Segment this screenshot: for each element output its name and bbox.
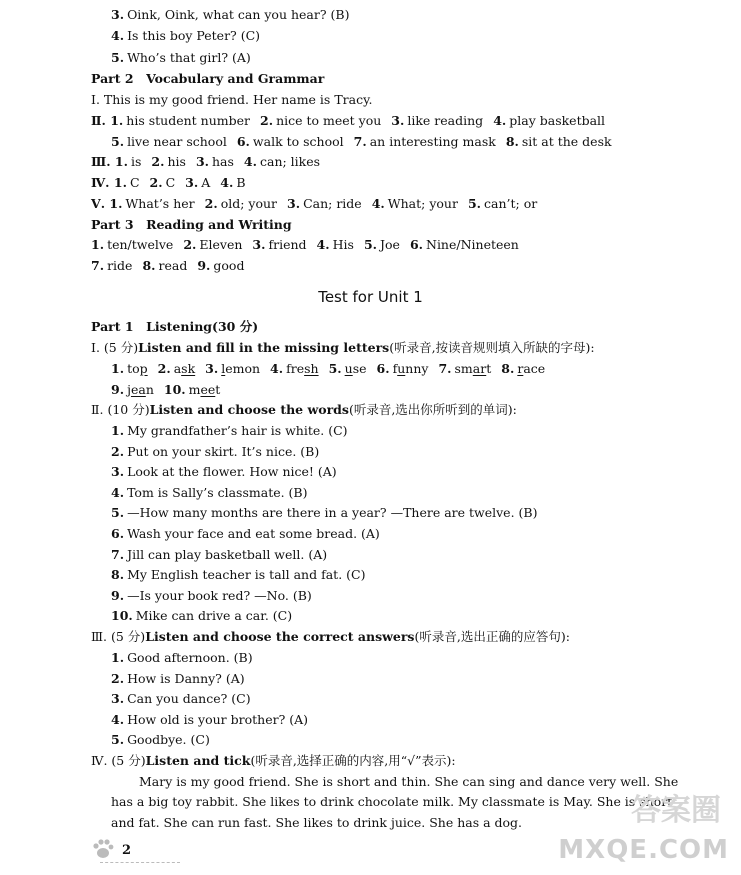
list-item (111, 505, 537, 521)
word-part: m (188, 382, 201, 397)
answer-item (91, 154, 141, 169)
fill-item (377, 361, 429, 376)
item-text: sit at the desk (521, 134, 612, 149)
word-part: t (486, 361, 492, 376)
item-text: My English teacher is tall and fat. (C) (127, 567, 366, 583)
item-number: 2. (204, 196, 218, 211)
item-number: 5. (111, 505, 125, 521)
answer-item (150, 175, 176, 190)
answer-row (111, 134, 622, 150)
word-part: n (145, 382, 154, 397)
answer-row (91, 175, 256, 191)
answer-item (237, 134, 344, 149)
item-number: 2. (149, 175, 163, 190)
item-number: 7. (438, 361, 452, 376)
item-number: 8. (505, 134, 519, 149)
answer-item (91, 113, 250, 128)
answer-item (287, 196, 362, 211)
item-text: like reading (407, 113, 484, 128)
answer-item (185, 175, 210, 190)
item-text: walk to school (252, 134, 344, 149)
list-item (111, 485, 308, 501)
list-item (111, 691, 251, 707)
word-part: f (392, 361, 398, 376)
item-text: his (167, 154, 186, 169)
answer-item (364, 237, 400, 252)
item-text: —How many months are there in a year? —There are twelve. (B) (127, 505, 538, 521)
item-number: 8. (142, 258, 156, 273)
item-text: ten/twelve (107, 237, 174, 252)
item-number: 1. (111, 361, 125, 376)
item-text: Tom is Sally’s classmate. (B) (127, 484, 308, 500)
list-item (111, 547, 327, 563)
page-title: Test for Unit 1 (318, 288, 423, 306)
fill-item (164, 382, 220, 397)
list-item (111, 526, 380, 542)
item-text: His (332, 237, 354, 252)
item-text: Can; ride (303, 196, 362, 211)
item-number: 5. (328, 361, 342, 376)
item-number: 4. (220, 175, 234, 190)
item-text: friend (268, 237, 307, 252)
item-text: play basketball (509, 113, 606, 128)
filled-letters: u (397, 361, 406, 376)
answer-item (410, 237, 519, 252)
answer-item (205, 196, 277, 211)
filled-letters: r (517, 361, 524, 376)
item-number: 7. (111, 546, 125, 562)
answer-item (91, 237, 173, 252)
item-text: Jill can play basketball well. (A) (127, 546, 328, 562)
item-text: Put on your skirt. It’s nice. (B) (127, 443, 320, 459)
item-number: 5. (111, 134, 125, 149)
item-text: —Is your book red? —No. (B) (127, 587, 312, 603)
item-text: can’t; or (484, 196, 538, 211)
filled-letters: sh (304, 361, 319, 376)
item-text: C (165, 175, 176, 190)
item-number: 4. (270, 361, 284, 376)
list-item (111, 444, 319, 460)
item-number: 4. (316, 237, 330, 252)
item-text: C (129, 175, 140, 190)
filled-letters: u (344, 361, 353, 376)
item-text: Mike can drive a car. (C) (135, 608, 293, 624)
part-heading: Part 2 Vocabulary and Grammar (91, 71, 325, 86)
item-text: can; likes (259, 154, 321, 169)
filled-letters: l (221, 361, 226, 376)
answer-item (391, 113, 483, 128)
item-number: 10. (163, 382, 186, 397)
fill-row (111, 361, 555, 377)
item-number: 2. (260, 113, 274, 128)
answer-item (91, 258, 132, 273)
fill-row (111, 382, 230, 398)
answer-item (252, 237, 306, 252)
item-number: 6. (409, 237, 423, 252)
watermark-text: MXQE.COM (558, 835, 729, 865)
item-number: 3. (195, 154, 209, 169)
item-text: Eleven (199, 237, 243, 252)
item-number: 3. (391, 113, 405, 128)
answer-item (372, 196, 458, 211)
word-part: to (127, 361, 140, 376)
answer-item (506, 134, 612, 149)
fill-item (111, 361, 148, 376)
item-number: 2. (183, 237, 197, 252)
answer-row (91, 113, 615, 129)
item-text: read (158, 258, 188, 273)
answer-item (468, 196, 537, 211)
section-instruction: Ⅳ. (5 分)Listen and tick(听录音,选择正确的内容,用“√”表示): (91, 753, 456, 768)
answer-item (91, 196, 195, 211)
fill-item (270, 361, 319, 376)
part-heading: Part 3 Reading and Writing (91, 217, 292, 232)
item-text: A (201, 175, 211, 190)
item-number: 7. (353, 134, 367, 149)
item-number: 2. (111, 670, 125, 686)
item-number: 5. (467, 196, 482, 211)
item-number: 8. (501, 361, 515, 376)
item-text: Nine/Nineteen (426, 237, 519, 252)
watermark-logo: 答案圈 (631, 793, 721, 828)
item-number: 4. (493, 113, 507, 128)
answer-item (197, 258, 244, 273)
item-number: 4. (371, 196, 385, 211)
item-text: good (213, 258, 245, 273)
item-text: What; your (387, 196, 458, 211)
answer-item (183, 237, 242, 252)
answer-item (317, 237, 354, 252)
part-heading: Part 1 Listening(30 分) (91, 319, 259, 334)
item-number: 3. (252, 237, 266, 252)
answer-row (91, 237, 529, 253)
footer-divider (100, 862, 180, 863)
word-part: sm (454, 361, 473, 376)
section-instruction: Ⅲ. (5 分)Listen and choose the correct answers(听录音,选出正确的应答句): (91, 629, 570, 644)
section-instruction: Ⅰ. (5 分)Listen and fill in the missing letters(听录音,按读音规则填入所缺的字母): (91, 340, 595, 355)
item-number: 1. (111, 650, 125, 665)
word-part: t (215, 382, 221, 397)
answer-item (196, 154, 234, 169)
item-number: 8. (111, 567, 125, 583)
list-item (111, 608, 292, 624)
list-item (111, 588, 312, 604)
item-number: 4. (111, 484, 125, 500)
item-number: Ⅲ. 1. (91, 154, 128, 169)
answer-row (91, 196, 547, 212)
answer-line: 5. Who’s that girl? (A) (111, 50, 251, 65)
item-text: How is Danny? (A) (127, 670, 245, 686)
item-number: 10. (111, 608, 133, 624)
word-part: fre (286, 361, 305, 376)
fill-item (501, 361, 545, 376)
passage-line: and fat. She can run fast. She likes to drink juice. She has a dog. (111, 815, 523, 830)
answer-line: Ⅰ. This is my good friend. Her name is Tracy. (91, 92, 373, 107)
word-part: nny (405, 361, 429, 376)
fill-item (111, 382, 154, 397)
word-part: emon (225, 361, 261, 376)
answer-item (260, 113, 381, 128)
list-item (111, 464, 337, 480)
list-item (111, 732, 210, 748)
list-item (111, 567, 365, 583)
item-text: Look at the flower. How nice! (A) (127, 464, 337, 480)
item-text: B (236, 175, 246, 190)
answer-line: 3. Oink, Oink, what can you hear? (B) (111, 7, 350, 22)
item-text: How old is your brother? (A) (127, 711, 309, 727)
answer-line: 4. Is this boy Peter? (C) (111, 28, 261, 43)
item-text: Goodbye. (C) (127, 732, 210, 748)
item-number: 1. (111, 423, 125, 438)
fill-item (438, 361, 491, 376)
filled-letters: sk (181, 361, 196, 376)
item-number: 5. (111, 732, 125, 748)
item-number: 2. (111, 443, 125, 459)
filled-letters: p (139, 361, 148, 376)
item-number: 9. (197, 258, 211, 273)
fill-item (329, 361, 367, 376)
answer-item (244, 154, 320, 169)
item-text: What’s her (125, 196, 195, 211)
item-number: 3. (205, 361, 219, 376)
item-text: an interesting mask (369, 134, 496, 149)
page-number: 2 (122, 843, 132, 858)
word-part: a (173, 361, 182, 376)
item-number: 2. (157, 361, 171, 376)
passage-line: has a big toy rabbit. She likes to drink chocolate milk. My classmate is May. She is short (111, 794, 673, 809)
fill-item (205, 361, 260, 376)
list-item (111, 712, 308, 728)
item-number: 9. (111, 587, 125, 603)
item-text: Good afternoon. (B) (127, 650, 253, 665)
word-part: se (352, 361, 367, 376)
item-number: 6. (111, 526, 125, 541)
filled-letters: ar (472, 361, 487, 376)
filled-letters: ee (200, 382, 216, 397)
list-item (111, 423, 348, 439)
item-text: My grandfather’s hair is white. (C) (127, 423, 348, 438)
item-text: ride (107, 258, 133, 273)
item-number: 3. (287, 196, 301, 211)
item-text: old; your (220, 196, 278, 211)
answer-item (91, 175, 140, 190)
section-instruction: Ⅱ. (10 分)Listen and choose the words(听录音,选出你所听到的单词): (91, 402, 517, 417)
answer-item (142, 258, 187, 273)
answer-row (91, 154, 330, 170)
list-item (111, 671, 245, 687)
item-number: 1. (91, 237, 105, 252)
item-text: nice to meet you (276, 113, 382, 128)
answer-item (354, 134, 496, 149)
item-text: Wash your face and eat some bread. (A) (127, 526, 380, 541)
paw-icon (92, 836, 114, 860)
item-number: Ⅳ. 1. (91, 175, 127, 190)
answer-item (493, 113, 605, 128)
answer-row (91, 258, 254, 274)
item-number: 3. (185, 175, 199, 190)
word-part: j (127, 382, 131, 397)
item-number: 3. (111, 691, 125, 707)
item-text: Joe (380, 237, 400, 252)
item-text: live near school (127, 134, 227, 149)
item-text: his student number (126, 113, 250, 128)
filled-letters: ea (130, 382, 146, 397)
word-part: ace (523, 361, 546, 376)
item-number: 4. (243, 154, 257, 169)
item-number: 6. (236, 134, 250, 149)
item-number: 3. (111, 464, 125, 480)
answer-item (220, 175, 245, 190)
list-item (111, 650, 253, 666)
item-number: Ⅴ. 1. (91, 196, 123, 211)
item-text: Can you dance? (C) (127, 691, 251, 707)
answer-item (111, 134, 227, 149)
fill-item (158, 361, 196, 376)
answer-item (151, 154, 186, 169)
passage-line: Mary is my good friend. She is short and thin. She can sing and dance very well. She (139, 774, 679, 789)
item-text: has (212, 154, 234, 169)
item-number: 5. (363, 237, 377, 252)
item-text: is (130, 154, 142, 169)
item-number: 9. (111, 382, 125, 397)
item-number: 7. (91, 258, 105, 273)
item-number: 6. (376, 361, 390, 376)
item-number: 4. (111, 711, 125, 727)
item-number: 2. (151, 154, 165, 169)
item-number: Ⅱ. 1. (91, 113, 124, 128)
